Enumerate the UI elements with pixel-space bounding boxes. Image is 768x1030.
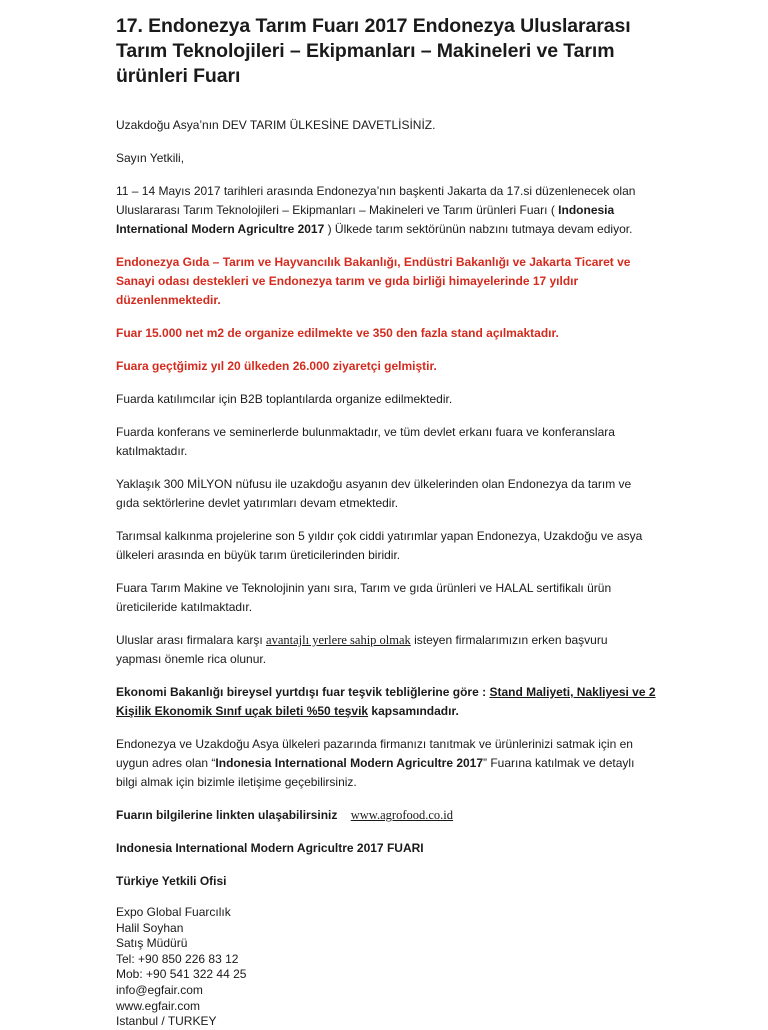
contact-invite-paragraph [116, 735, 656, 792]
contact-text-a: Endonezya ve Uzakdoğu Asya ülkeleri pazarında firmanızı tanıtmak ve ürünlerinizi satmak için en uygun adres olan “ [116, 737, 633, 770]
link-paragraph [116, 806, 656, 825]
agrofood-link[interactable]: www.agrofood.co.id [350, 808, 454, 822]
early-apply-paragraph [116, 631, 656, 669]
contact-text-c: ” Fuarına katılmak ve detaylı bilgi almak için bizimle iletişime geçebilirsiniz. [116, 756, 635, 789]
document-page [116, 14, 656, 1030]
invite-line: Uzakdoğu Asya’nın DEV TARIM ÜLKESİNE DAVETLİSİNİZ. [116, 118, 436, 132]
fair-heading: Indonesia International Modern Agricultre 2017 FUARI [116, 841, 424, 855]
fair-name-bold-2: Indonesia International Modern Agricultre 2017 [215, 756, 484, 770]
halal-paragraph: Fuara Tarım Makine ve Teknolojinin yanı sıra, Tarım ve gıda ürünleri ve HALAL sertifikalı ürün üreticileride katılmaktadır. [116, 581, 612, 614]
address-company: Expo Global Fuarcılık [116, 905, 231, 919]
address-website: www.egfair.com [116, 998, 201, 1013]
sponsors-paragraph: Endonezya Gıda – Tarım ve Hayvancılık Bakanlığı, Endüstri Bakanlığı ve Jakarta Ticaret ve Sanayi odası destekleri ve Endonezya tarım ve gıda birliği himayelerinde 17 yıldır düzenlenmektedir. [116, 255, 631, 307]
incentive-text-a: Ekonomi Bakanlığı bireysel yurtdışı fuar teşvik tebliğlerine göre : [116, 685, 490, 699]
address-block [116, 905, 656, 1030]
intro-paragraph [116, 182, 656, 239]
intro-text-c: ) Ülkede tarım sektörünün nabzını tutmaya devam ediyor. [324, 222, 633, 236]
area-paragraph: Fuar 15.000 net m2 de organize edilmekte ve 350 den fazla stand açılmaktadır. [116, 326, 559, 340]
incentive-paragraph [116, 683, 656, 721]
incentive-underlined: Stand Maliyeti, Nakliyesi ve 2 Kişilik Ekonomik Sınıf uçak bileti %50 teşvik [116, 685, 656, 718]
intro-text-a: 11 – 14 Mayıs 2017 tarihleri arasında Endonezya’nın başkenti Jakarta da 17.si düzenlenecek olan Uluslararası Tarım Teknolojileri – Ekipmanları – Makineleri ve Tarım ürünleri Fuarı ( [116, 184, 636, 217]
address-email: info@egfair.com [116, 982, 203, 997]
salutation: Sayın Yetkili, [116, 151, 185, 165]
early-apply-text-b: isteyen firmalarımızın erken başvuru yapması önemle rica olunur. [116, 633, 608, 666]
fair-name-bold: Indonesia International Modern Agricultre 2017 [116, 203, 615, 236]
advantage-link[interactable]: avantajlı yerlere sahip olmak [266, 633, 411, 647]
office-heading: Türkiye Yetkili Ofisi [116, 874, 227, 888]
address-role: Satış Müdürü [116, 936, 188, 951]
conference-paragraph: Fuarda konferans ve seminerlerde bulunmaktadır, ve tüm devlet erkanı fuara ve konferanslara katılmaktadır. [116, 425, 615, 458]
address-phone: Tel: +90 850 226 83 12 [116, 951, 239, 966]
incentive-text-b: kapsamındadır. [368, 704, 459, 718]
address-city: Istanbul / TURKEY [116, 1014, 217, 1029]
early-apply-text-a: Uluslar arası firmalara karşı [116, 633, 267, 647]
investment-paragraph: Tarımsal kalkınma projelerine son 5 yıldır çok ciddi yatırımlar yapan Endonezya, Uzakdoğu ve asya ülkeleri arasında en büyük tarım üreticilerinden biridir. [116, 529, 643, 562]
population-paragraph: Yaklaşık 300 MİLYON nüfusu ile uzakdoğu asyanın dev ülkelerinden olan Endonezya da tarım ve gıda sektörlerine devlet yatırımları devam etmektedir. [116, 477, 632, 510]
link-label: Fuarın bilgilerine linkten ulaşabilirsiniz [116, 808, 338, 822]
b2b-paragraph: Fuarda katılımcılar için B2B toplantılarda organize edilmektedir. [116, 392, 453, 406]
address-mobile: Mob: +90 541 322 44 25 [116, 967, 247, 982]
address-person: Halil Soyhan [116, 920, 184, 935]
visitors-paragraph: Fuara geçtğimiz yıl 20 ülkeden 26.000 ziyaretçi gelmiştir. [116, 359, 437, 373]
page-title: 17. Endonezya Tarım Fuarı 2017 Endonezya Uluslararası Tarım Teknolojileri – Ekipmanları – Makineleri ve Tarım ürünleri Fuarı [116, 15, 631, 87]
